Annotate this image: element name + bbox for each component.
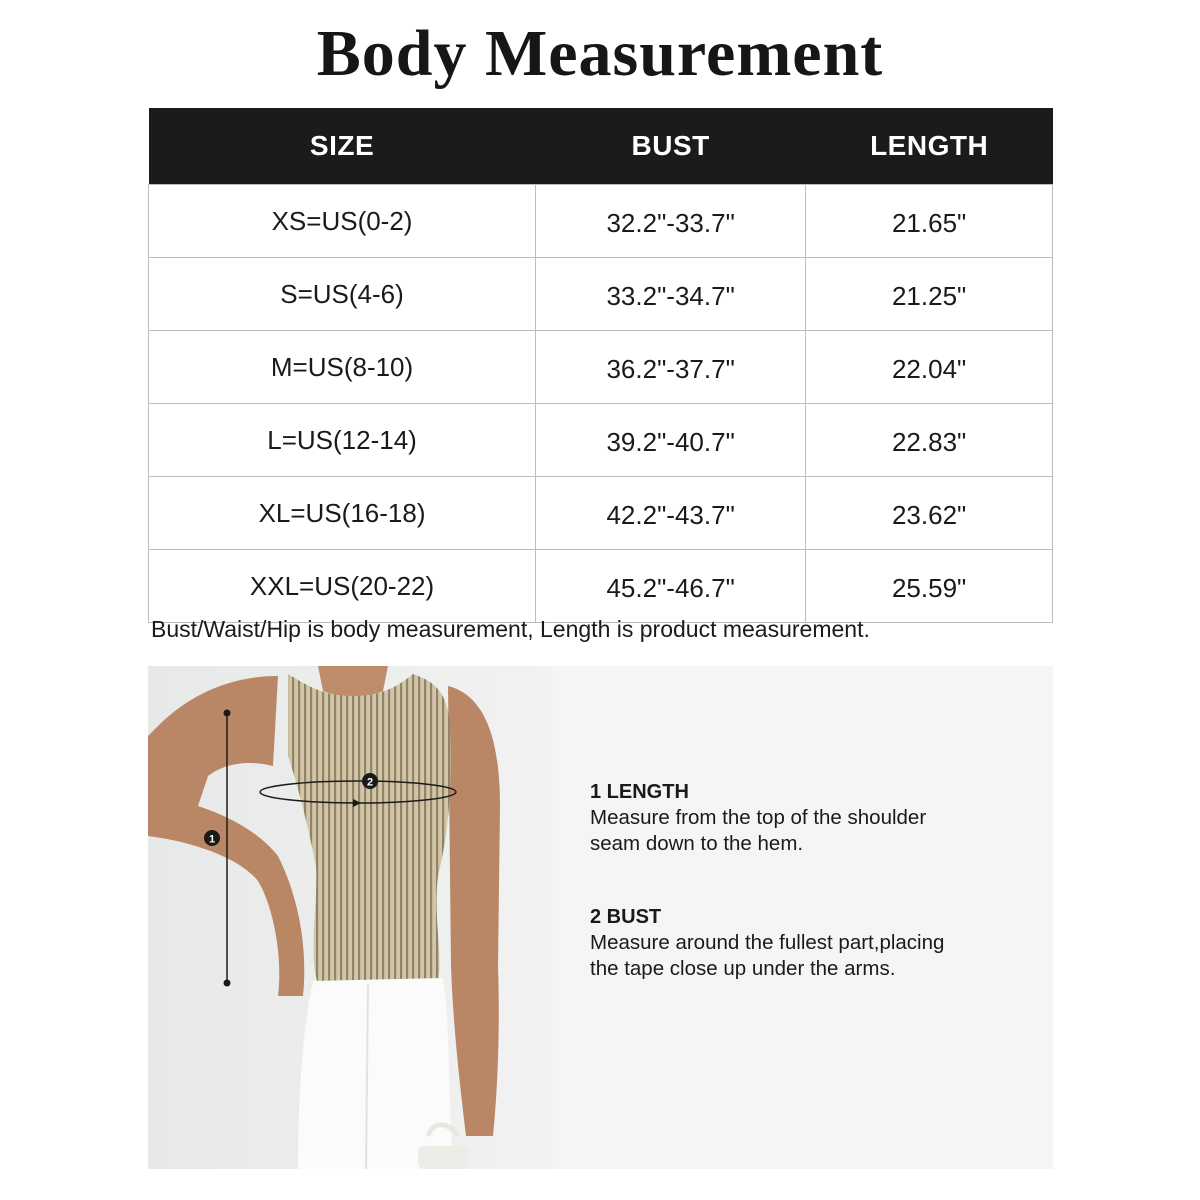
cell-size: XXL=US(20-22) — [149, 550, 536, 623]
cell-bust: 42.2"-43.7" — [536, 477, 806, 550]
guide-bust-text-1: Measure around the fullest part,placing — [590, 931, 945, 954]
table-header-row — [149, 108, 1053, 185]
svg-text:1: 1 — [208, 833, 216, 846]
cell-size: M=US(8-10) — [149, 331, 536, 404]
cell-bust: 45.2"-46.7" — [536, 550, 806, 623]
cell-length: 25.59" — [806, 550, 1053, 623]
cell-length: 23.62" — [806, 477, 1053, 550]
guide-bust — [590, 904, 944, 982]
header-bust: BUST — [536, 108, 806, 185]
guide-length-text-1: Measure from the top of the shoulder — [590, 806, 927, 829]
header-length: LENGTH — [806, 108, 1053, 185]
model-photo — [148, 666, 553, 1169]
cell-size: L=US(12-14) — [149, 404, 536, 477]
guide-length — [590, 779, 926, 857]
cell-bust: 33.2"-34.7" — [536, 258, 806, 331]
cell-bust: 39.2"-40.7" — [536, 404, 806, 477]
cell-size: S=US(4-6) — [149, 258, 536, 331]
cell-length: 22.04" — [806, 331, 1053, 404]
guide-bust-text-2: the tape close up under the arms. — [590, 957, 896, 980]
guide-bust-heading: 2 BUST — [590, 906, 662, 928]
table-row — [149, 550, 1053, 623]
cell-length: 21.65" — [806, 185, 1053, 258]
guide-length-text-2: seam down to the hem. — [590, 832, 804, 855]
cell-length: 22.83" — [806, 404, 1053, 477]
cell-size: XS=US(0-2) — [149, 185, 536, 258]
guide-length-heading: 1 LENGTH — [590, 781, 689, 803]
header-size: SIZE — [149, 108, 536, 185]
table-row — [149, 258, 1053, 331]
cell-bust: 36.2"-37.7" — [536, 331, 806, 404]
table-row — [149, 404, 1053, 477]
table-row — [149, 477, 1053, 550]
model-illustration — [148, 666, 553, 1169]
page-title: Body Measurement — [316, 17, 884, 90]
size-chart-table — [148, 108, 1053, 623]
table-row — [149, 331, 1053, 404]
svg-text:2: 2 — [366, 776, 374, 789]
measurement-note: Bust/Waist/Hip is body measurement, Length is product measurement. — [151, 616, 870, 642]
cell-length: 21.25" — [806, 258, 1053, 331]
cell-bust: 32.2"-33.7" — [536, 185, 806, 258]
table-row — [149, 185, 1053, 258]
cell-size: XL=US(16-18) — [149, 477, 536, 550]
